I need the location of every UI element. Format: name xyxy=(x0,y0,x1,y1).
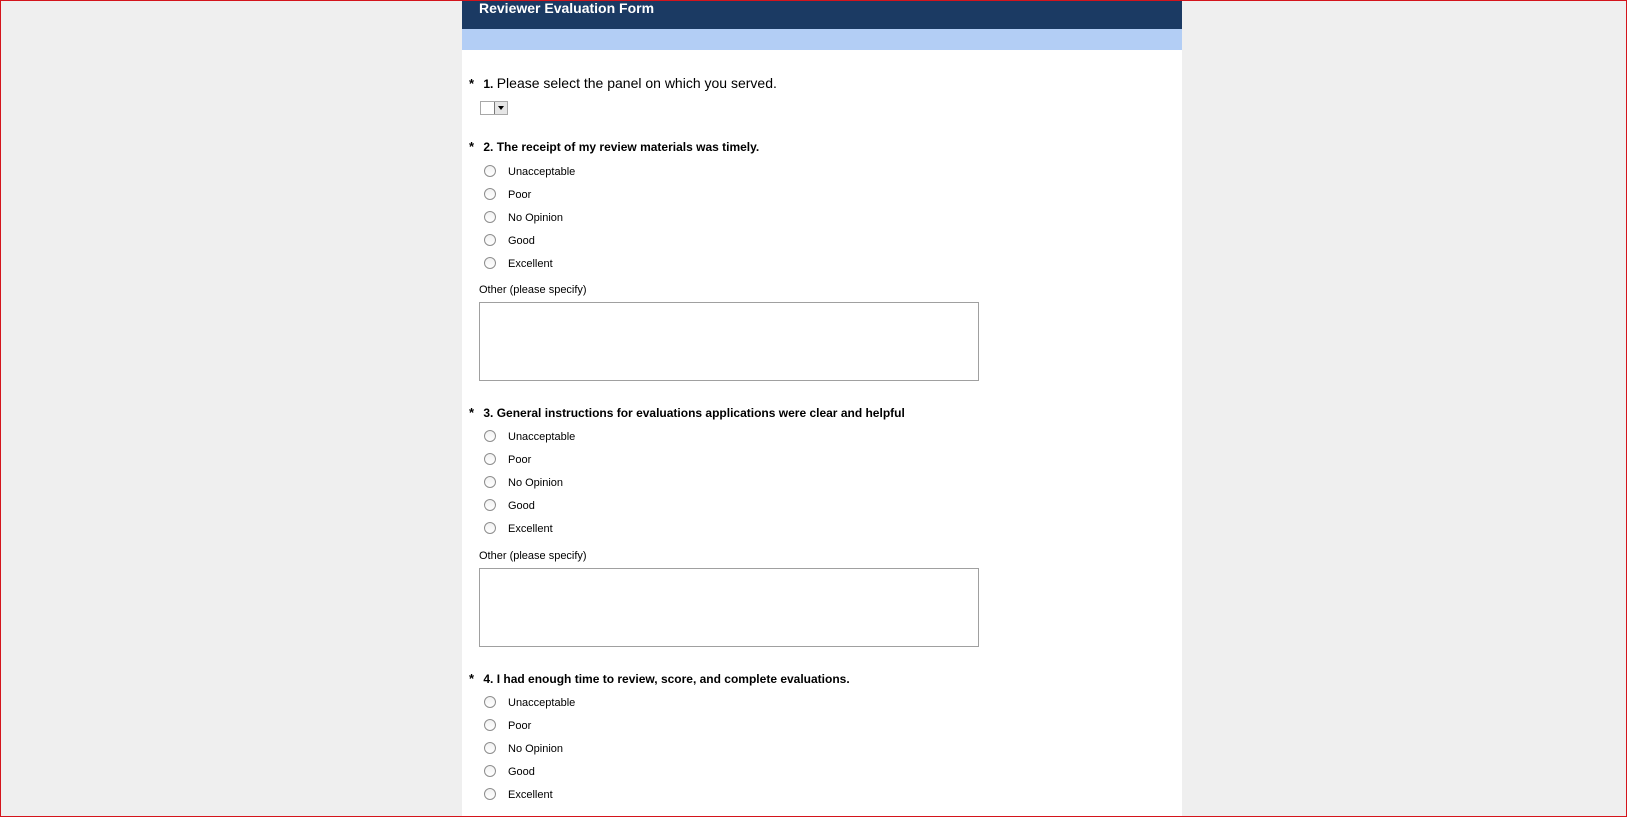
panel-select[interactable] xyxy=(480,101,508,115)
q3-other-label: Other (please specify) xyxy=(479,550,587,562)
q2-other-label: Other (please specify) xyxy=(479,284,587,296)
q4-option-poor[interactable] xyxy=(484,718,531,734)
option-label: Unacceptable xyxy=(508,697,576,709)
radio-button[interactable] xyxy=(484,719,496,731)
question-4-title xyxy=(469,671,850,686)
question-text: The receipt of my review materials was timely. xyxy=(496,140,760,154)
q2-option-excellent[interactable] xyxy=(484,256,553,272)
radio-button[interactable] xyxy=(484,788,496,800)
q2-option-no-opinion[interactable] xyxy=(484,210,563,226)
option-label: Good xyxy=(508,500,535,512)
option-label: Poor xyxy=(508,720,532,732)
required-mark: * xyxy=(469,671,475,686)
question-number: 2. xyxy=(483,140,494,154)
question-text: General instructions for evaluations applications were clear and helpful xyxy=(496,406,905,420)
question-2-title xyxy=(469,139,759,154)
q4-option-no-opinion[interactable] xyxy=(484,741,563,757)
q4-option-unacceptable[interactable] xyxy=(484,695,575,711)
q3-option-no-opinion[interactable] xyxy=(484,475,563,491)
radio-button[interactable] xyxy=(484,742,496,754)
q2-option-good[interactable] xyxy=(484,233,535,249)
form-title: Reviewer Evaluation Form xyxy=(479,0,655,16)
option-label: Good xyxy=(508,235,535,247)
option-label: No Opinion xyxy=(508,477,564,489)
radio-button[interactable] xyxy=(484,696,496,708)
option-label: No Opinion xyxy=(508,743,564,755)
question-number: 3. xyxy=(483,406,494,420)
q2-other-textarea[interactable] xyxy=(479,302,979,381)
survey-form xyxy=(462,0,1182,817)
option-label: Good xyxy=(508,766,535,778)
option-label: Excellent xyxy=(508,258,553,270)
q3-other-textarea[interactable] xyxy=(479,568,979,647)
q3-option-unacceptable[interactable] xyxy=(484,429,575,445)
radio-button[interactable] xyxy=(484,476,496,488)
radio-button[interactable] xyxy=(484,211,496,223)
radio-button[interactable] xyxy=(484,234,496,246)
option-label: Poor xyxy=(508,189,532,201)
q4-option-good[interactable] xyxy=(484,764,535,780)
chevron-down-icon[interactable] xyxy=(494,102,507,114)
q2-option-unacceptable[interactable] xyxy=(484,164,575,180)
q2-option-poor[interactable] xyxy=(484,187,531,203)
form-header xyxy=(462,0,1182,29)
option-label: Excellent xyxy=(508,789,553,801)
radio-button[interactable] xyxy=(484,188,496,200)
option-label: Poor xyxy=(508,454,532,466)
question-1-title xyxy=(469,75,777,91)
radio-button[interactable] xyxy=(484,430,496,442)
option-label: Unacceptable xyxy=(508,431,576,443)
question-number: 4. xyxy=(483,672,494,686)
radio-button[interactable] xyxy=(484,765,496,777)
question-3-title xyxy=(469,405,905,420)
radio-button[interactable] xyxy=(484,453,496,465)
radio-button[interactable] xyxy=(484,257,496,269)
q3-option-good[interactable] xyxy=(484,498,535,514)
required-mark: * xyxy=(469,139,475,154)
q4-option-excellent[interactable] xyxy=(484,787,553,803)
q3-option-excellent[interactable] xyxy=(484,521,553,537)
required-mark: * xyxy=(469,405,475,420)
option-label: No Opinion xyxy=(508,212,564,224)
option-label: Unacceptable xyxy=(508,166,576,178)
q3-option-poor[interactable] xyxy=(484,452,531,468)
question-text: Please select the panel on which you served. xyxy=(496,75,777,91)
question-number: 1. xyxy=(483,77,494,91)
radio-button[interactable] xyxy=(484,522,496,534)
radio-button[interactable] xyxy=(484,499,496,511)
required-mark: * xyxy=(469,76,475,91)
radio-button[interactable] xyxy=(484,165,496,177)
option-label: Excellent xyxy=(508,523,553,535)
question-text: I had enough time to review, score, and complete evaluations. xyxy=(496,672,850,686)
form-subheader-bar xyxy=(462,29,1182,50)
